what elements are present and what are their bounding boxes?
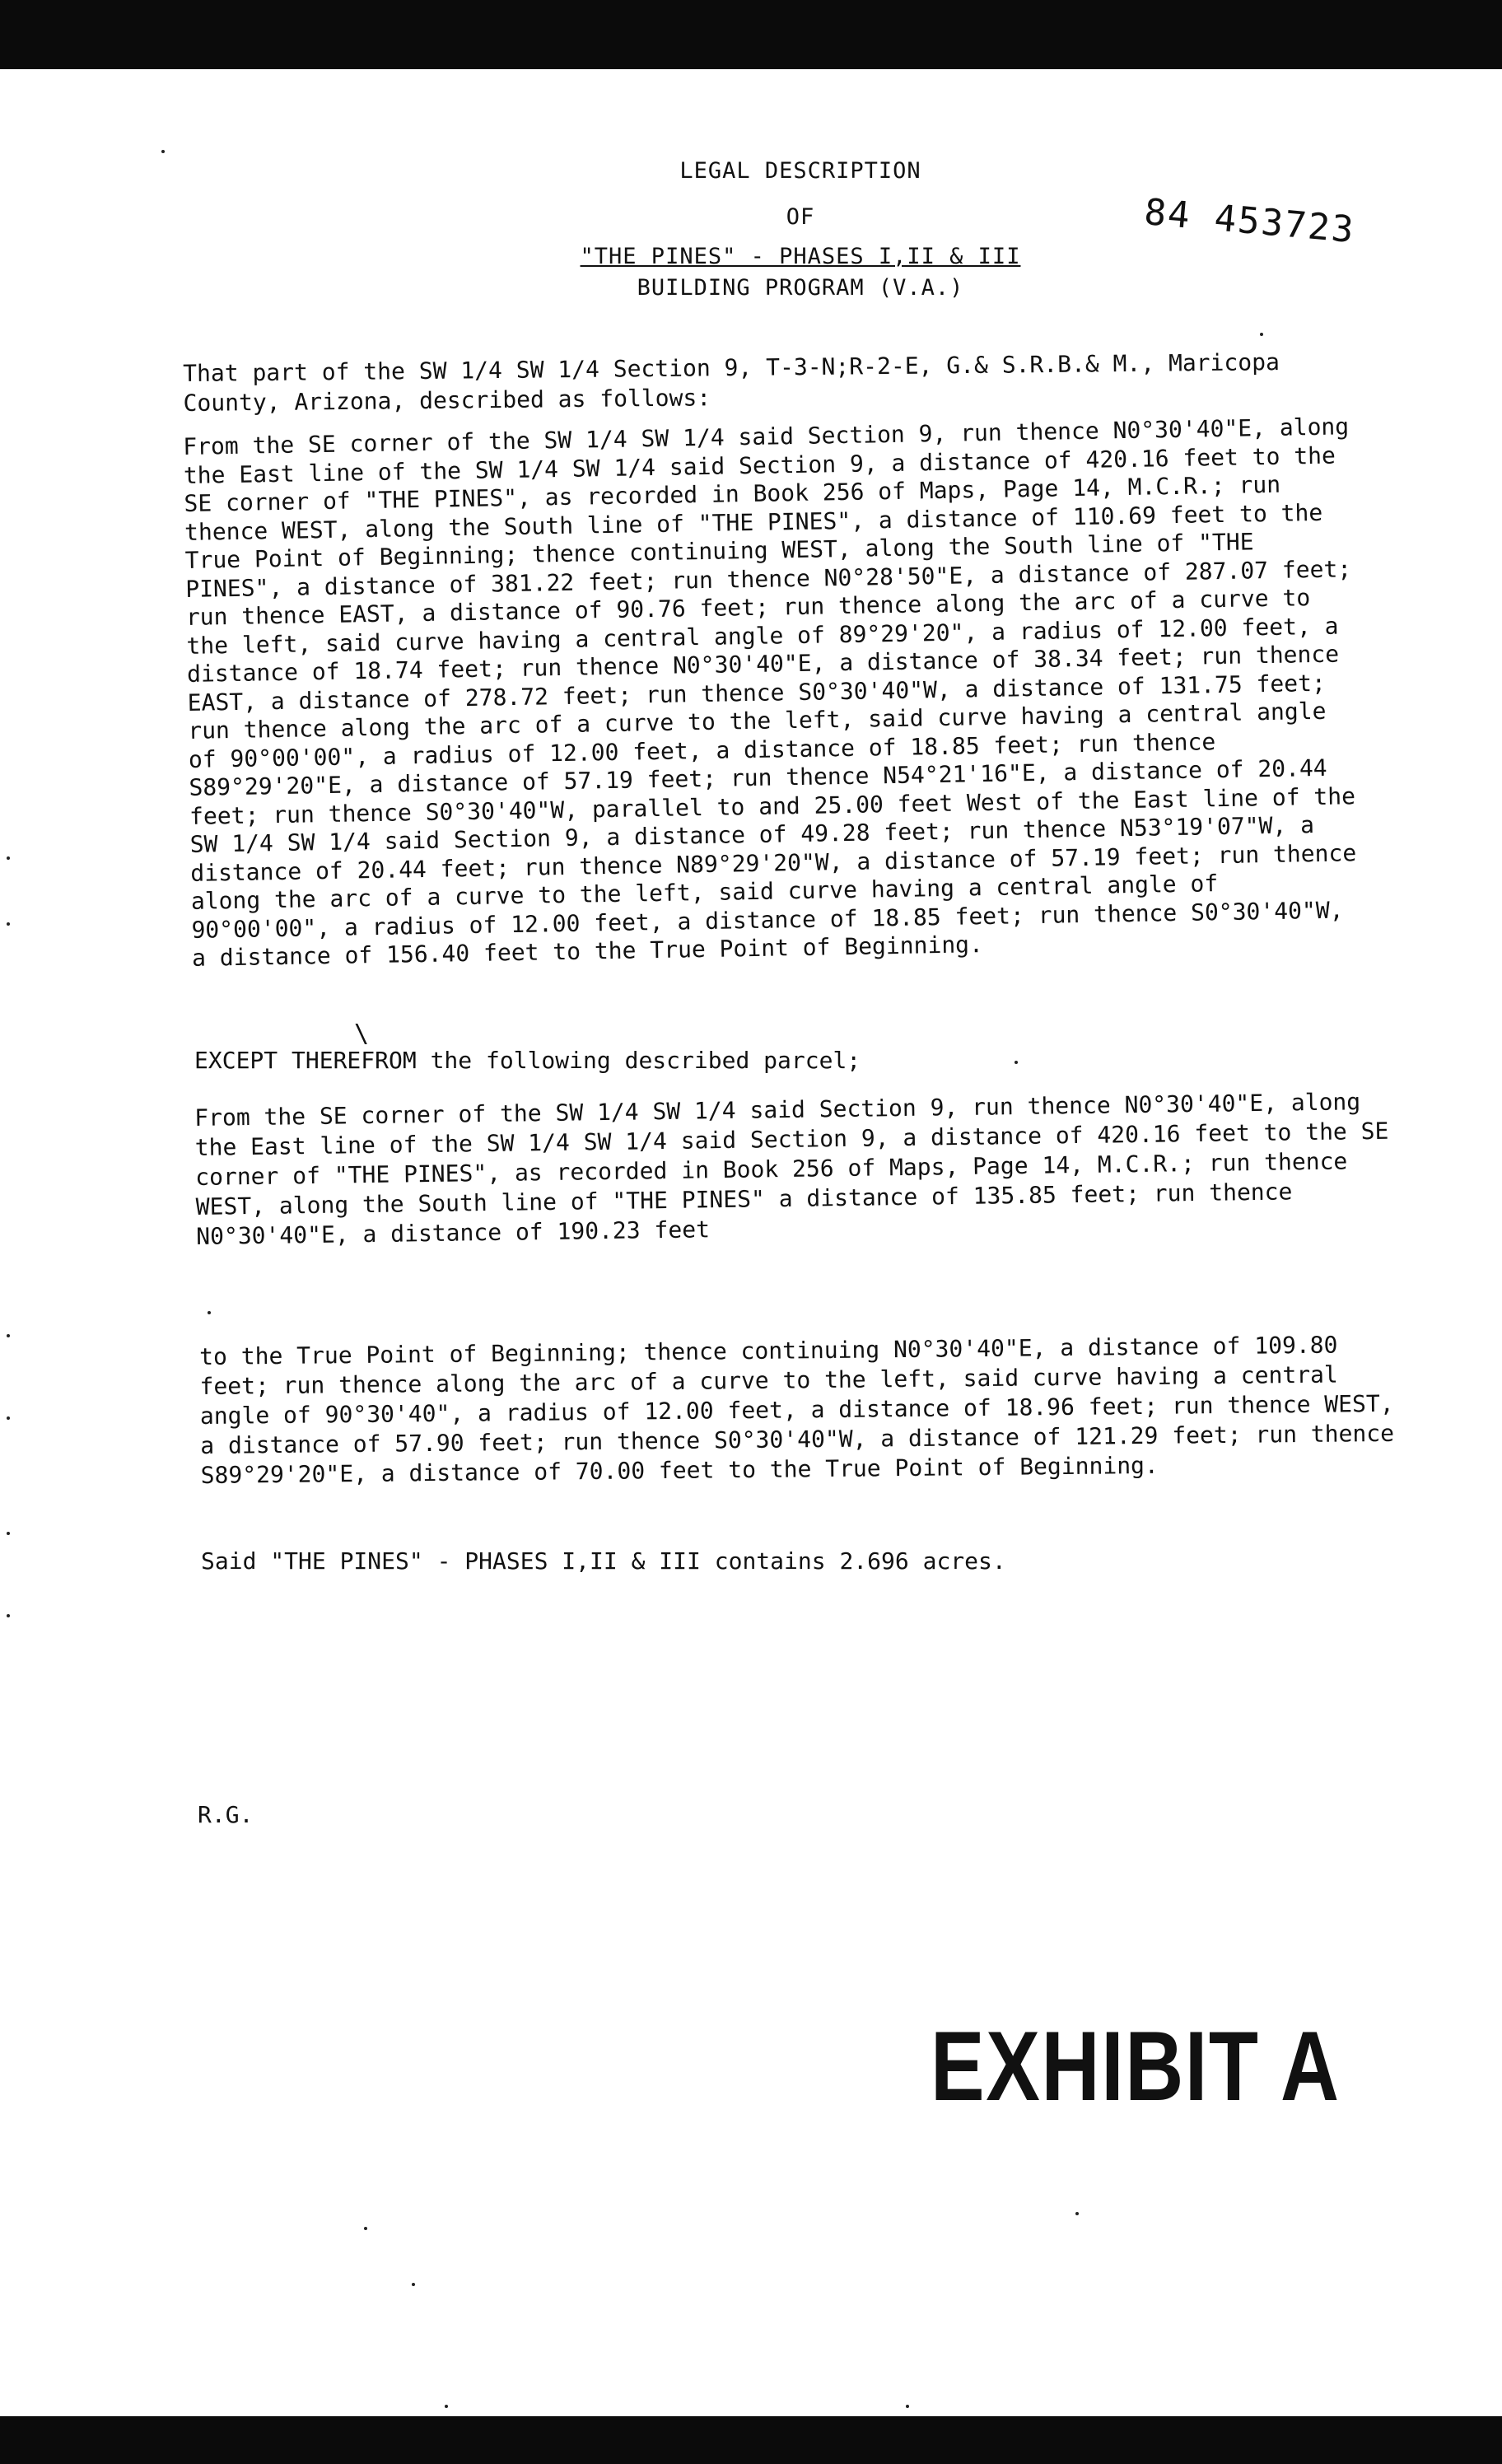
scan-speck: [7, 1334, 10, 1337]
exhibit-stamp: EXHIBIT A: [931, 2011, 1341, 2121]
title-of: OF: [786, 204, 815, 230]
scan-speck: [364, 2227, 367, 2230]
initials: R.G.: [198, 1801, 254, 1828]
scan-speck: [906, 2405, 909, 2408]
title-legal-description: LEGAL DESCRIPTION: [679, 158, 921, 184]
scan-top-border: [0, 0, 1502, 69]
scan-speck: [412, 2283, 415, 2286]
excepted-parcel-continued-paragraph: to the True Point of Beginning; thence continuing N0°30'40"E, a distance of 109.80 feet; run thence along the arc of a curve to the left, said curve having a central angle of 90°30'40", a radius of 12.00 feet, a distance of 18.96 feet; run thence WEST, a distance of 57.90 feet; run thence S0°30'40"W, a distance of 121.29 feet; run thence S89°29'20"E, a distance of 70.00 feet to the True Point of Beginning.: [199, 1331, 1395, 1489]
scan-speck: [161, 150, 165, 153]
acreage-statement: Said "THE PINES" - PHASES I,II & III contains 2.696 acres.: [201, 1547, 1006, 1575]
title-the-pines-text: "THE PINES" - PHASES I,II & III: [580, 244, 1021, 269]
scan-speck: [1075, 2212, 1079, 2215]
pen-tick-mark: \: [354, 1020, 370, 1048]
scan-speck: [208, 1311, 211, 1314]
scan-speck: [1260, 333, 1263, 336]
except-paragraph: EXCEPT THEREFROM the following described parcel;: [194, 1047, 861, 1074]
intro-paragraph: That part of the SW 1/4 SW 1/4 Section 9, T-3-N;R-2-E, G.& S.R.B.& M., Maricopa County, Arizona, described as follows:: [183, 348, 1280, 417]
scan-speck: [7, 1532, 10, 1535]
scan-speck: [1015, 1061, 1018, 1064]
title-building-program: BUILDING PROGRAM (V.A.): [637, 275, 964, 301]
scan-speck: [7, 1614, 10, 1617]
scan-speck: [7, 1416, 10, 1420]
scan-speck: [445, 2405, 448, 2408]
title-the-pines: [49, 244, 1502, 269]
scan-speck: [7, 922, 10, 926]
document-number: 84 453723: [1142, 191, 1357, 252]
excepted-parcel-paragraph: From the SE corner of the SW 1/4 SW 1/4 said Section 9, run thence N0°30'40"E, along the East line of the SW 1/4 SW 1/4 said Section 9, a distance of 420.16 feet to the SE corner of "THE PINES", as recorded in Book 256 of Maps, Page 14, M.C.R.; run thence WEST, along the South line of "THE PINES" a distance of 135.85 feet; run thence N0°30'40"E, a distance of 190.23 feet: [194, 1088, 1389, 1250]
scan-bottom-border: [0, 2416, 1502, 2464]
main-description-paragraph: From the SE corner of the SW 1/4 SW 1/4 said Section 9, run thence N0°30'40"E, along the East line of the SW 1/4 SW 1/4 said Section 9, a distance of 420.16 feet to the SE corner of "THE PINES", as recorded in Book 256 of Maps, Page 14, M.C.R.; run thence WEST, along the South line of "THE PINES", a distance of 110.69 feet to the True Point of Beginning; thence continuing WEST, along the South line of "THE PINES", a distance of 381.22 feet; run thence N0°28'50"E, a distance of 287.07 feet; run thence EAST, a distance of 90.76 feet; run thence along the arc of a curve to the left, said curve having a central angle of 89°29'20", a radius of 12.00 feet, a distance of 18.74 feet; run thence N0°30'40"E, a distance of 38.34 feet; run thence EAST, a distance of 278.72 feet; run thence S0°30'40"W, a distance of 131.75 feet; run thence along the arc of a curve to the left, said curve having a central angle of 90°00'00", a radius of 12.00 feet, a distance of 18.85 feet; run thence S89°29'20"E, a distance of 57.19 feet; run thence N54°21'16"E, a distance of 20.44 feet; run thence S0°30'40"W, parallel to and 25.00 feet West of the East line of the SW 1/4 SW 1/4 said Section 9, a distance of 49.28 feet; run thence N53°19'07"W, a distance of 20.44 feet; run thence N89°29'20"W, a distance of 57.19 feet; run thence along the arc of a curve to the left, said curve having a central angle of 90°00'00", a radius of 12.00 feet, a distance of 18.85 feet; run thence S0°30'40"W, a distance of 156.40 feet to the True Point of Beginning.: [183, 413, 1357, 972]
scan-speck: [7, 856, 10, 860]
